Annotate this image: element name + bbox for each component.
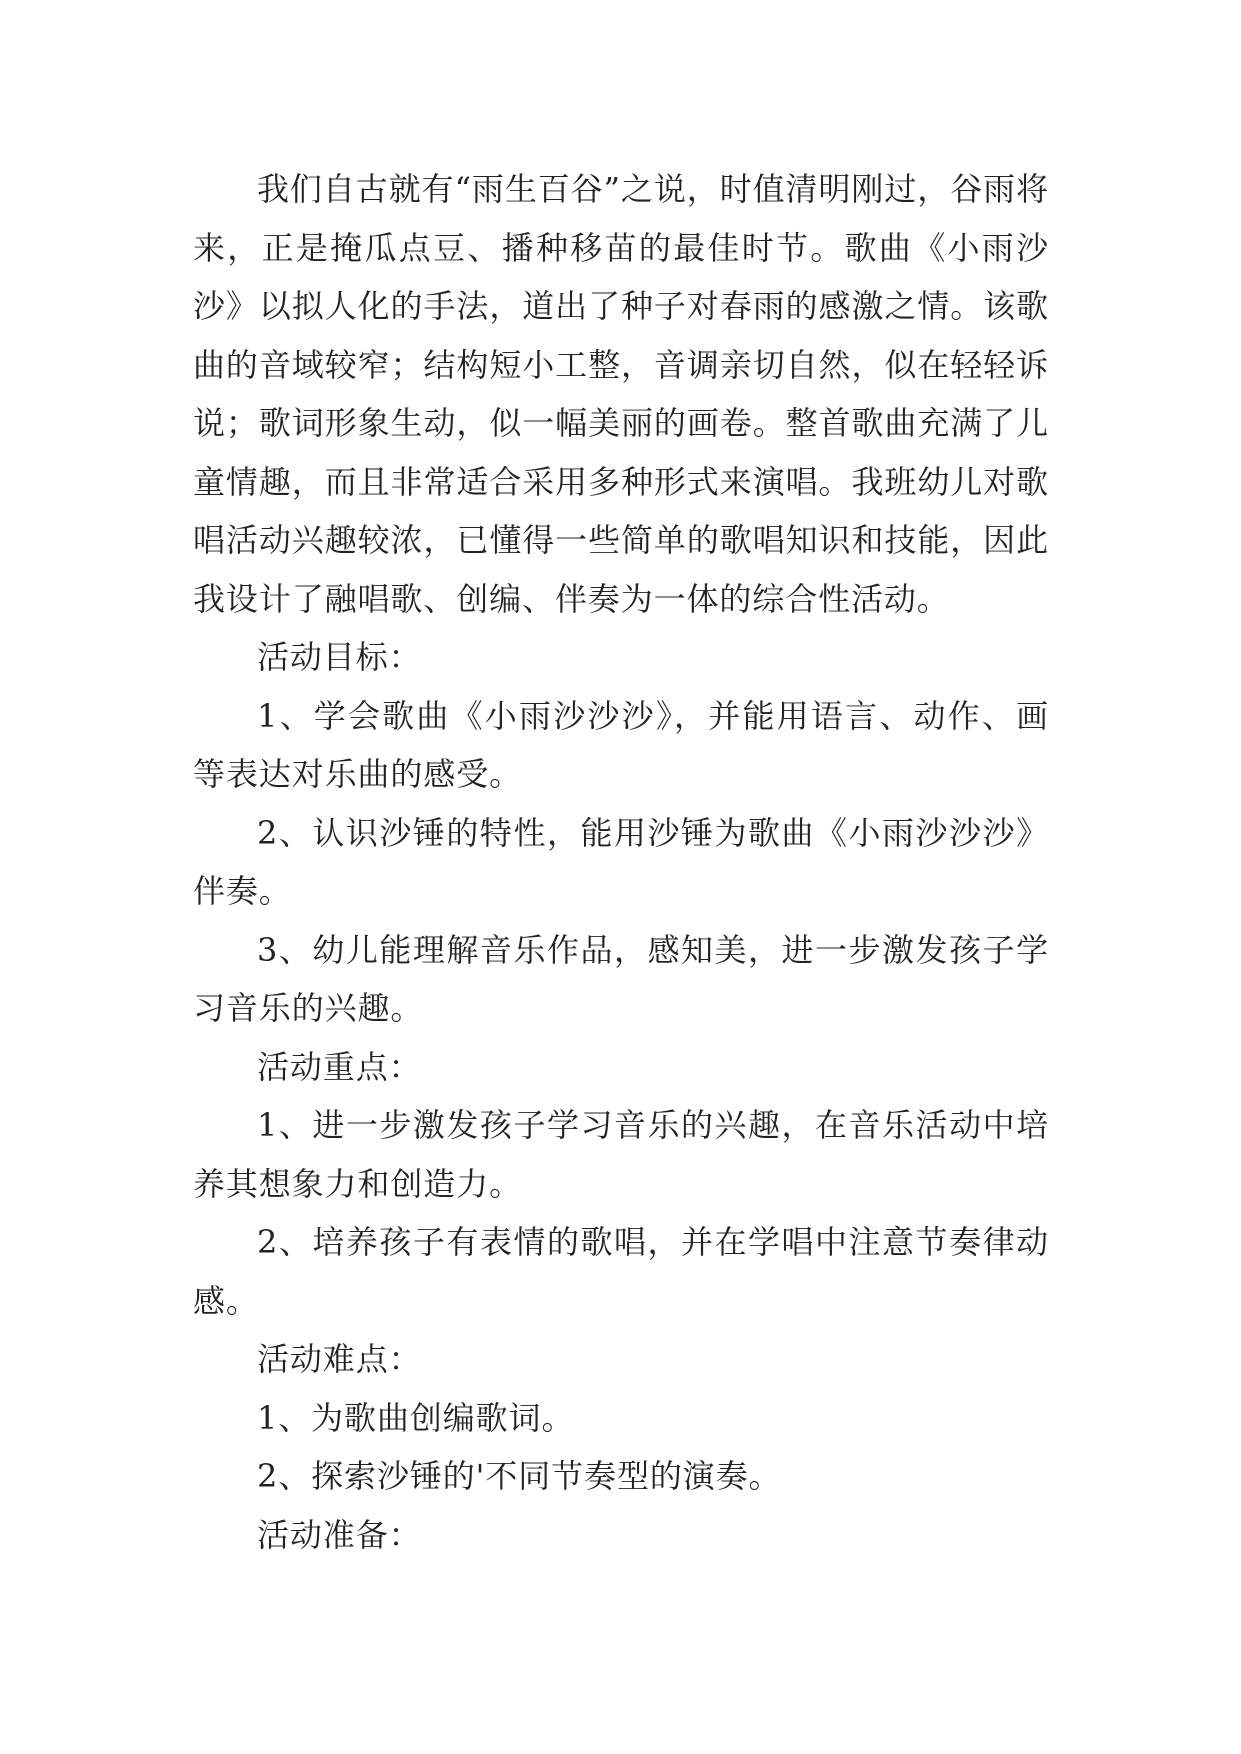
key-point-item-2: 2、培养孩子有表情的歌唱，并在学唱中注意节奏律动感。	[193, 1223, 1049, 1320]
key-point-item-1: 1、进一步激发孩子学习音乐的兴趣，在音乐活动中培养其想象力和创造力。	[193, 1106, 1049, 1203]
objective-item-1: 1、学会歌曲《小雨沙沙沙》，并能用语言、动作、画等表达对乐曲的感受。	[193, 696, 1049, 793]
section-heading-difficulties: 活动难点：	[257, 1340, 422, 1378]
difficulty-item-1: 1、为歌曲创编歌词。	[257, 1398, 575, 1437]
document-body	[193, 160, 1049, 1564]
difficulty-item-2: 2、探索沙锤的'不同节奏型的演奏。	[257, 1457, 782, 1495]
section-heading-objectives: 活动目标：	[257, 638, 422, 676]
objective-item-2: 2、认识沙锤的特性，能用沙锤为歌曲《小雨沙沙沙》伴奏。	[193, 813, 1049, 910]
section-heading-key-points: 活动重点：	[257, 1047, 422, 1086]
objective-item-3: 3、幼儿能理解音乐作品，感知美，进一步激发孩子学习音乐的兴趣。	[193, 930, 1049, 1027]
intro-paragraph: 我们自古就有“雨生百谷”之说，时值清明刚过，谷雨将来，正是掩瓜点豆、播种移苗的最佳时节。歌曲《小雨沙沙》以拟人化的手法，道出了种子对春雨的感激之情。该歌曲的音域较窄；结构短小工整，音调亲切自然，似在轻轻诉说；歌词形象生动，似一幅美丽的画卷。整首歌曲充满了儿童情趣，而且非常适合采用多种形式来演唱。我班幼儿对歌唱活动兴趣较浓，已懂得一些简单的歌唱知识和技能，因此我设计了融唱歌、创编、伴奏为一体的综合性活动。	[193, 170, 1049, 618]
section-heading-preparation: 活动准备：	[257, 1515, 422, 1554]
